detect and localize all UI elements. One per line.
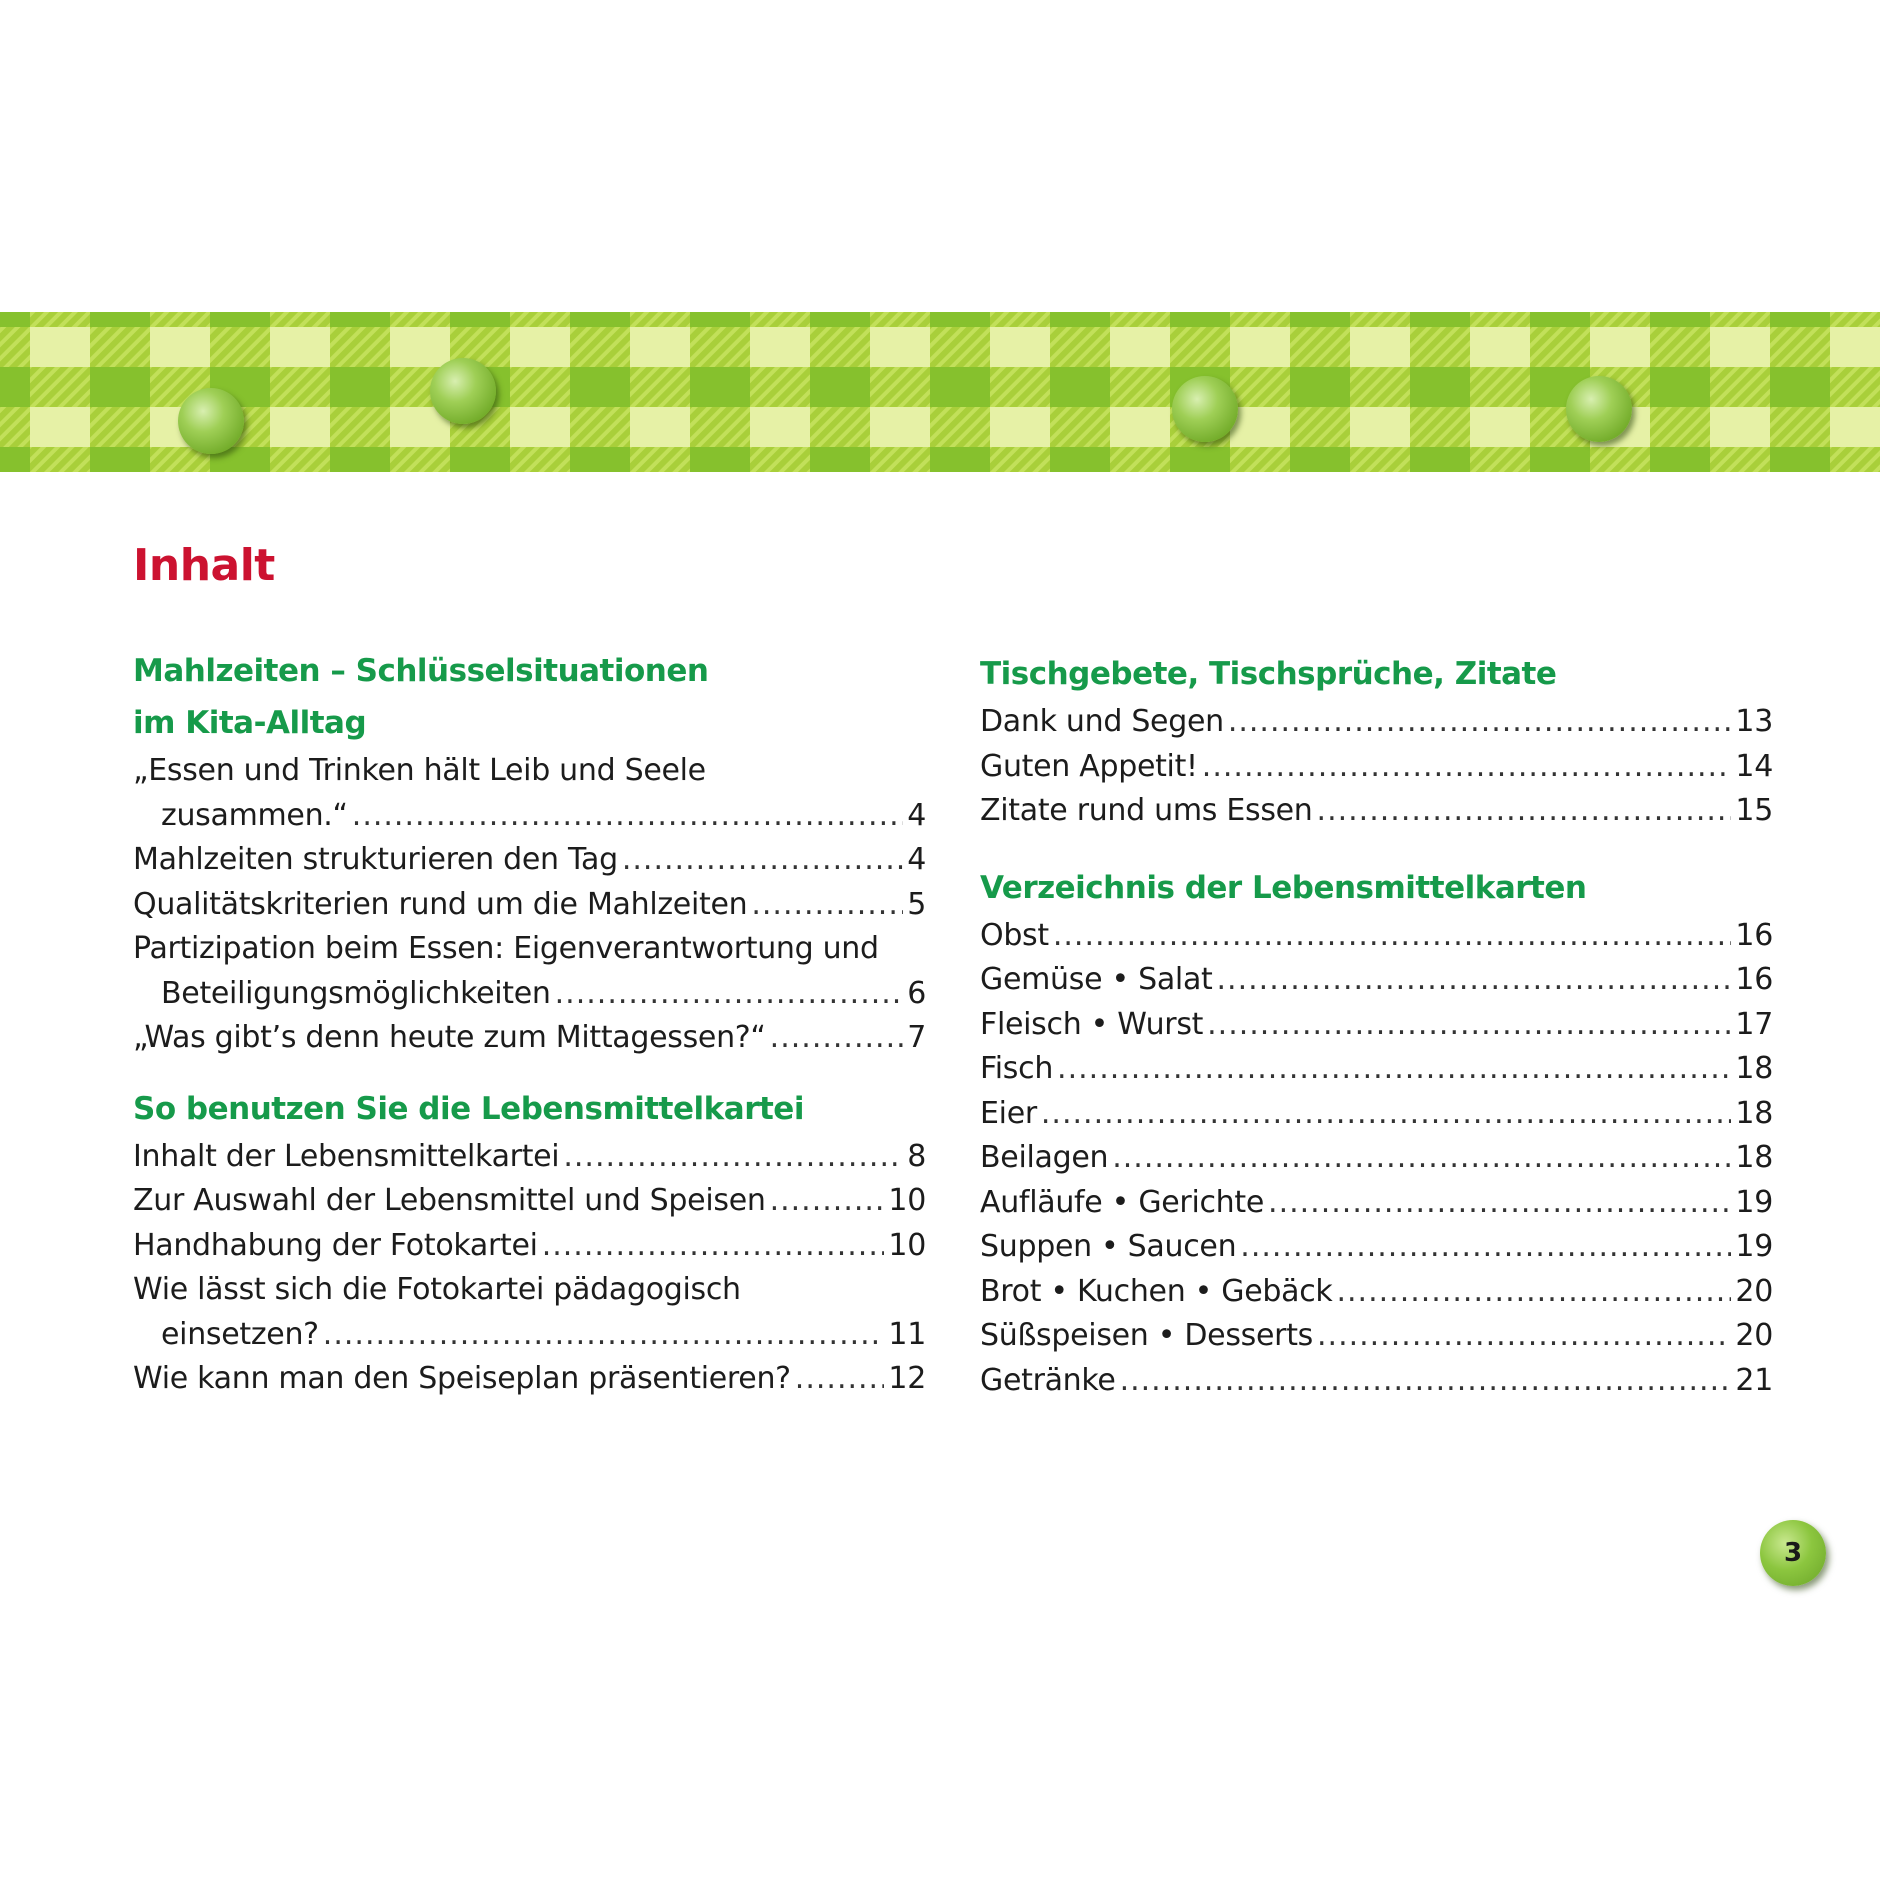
toc-section-benutzen: [133, 1083, 926, 1402]
toc-entry[interactable]: [980, 958, 1773, 1003]
dot-leader: [1336, 1270, 1731, 1315]
dot-leader: [1317, 1314, 1731, 1359]
toc-entry-label: Mahlzeiten strukturieren den Tag: [133, 842, 618, 877]
toc-entry-page: 21: [1735, 1362, 1773, 1398]
toc-entry-page: 5: [907, 886, 926, 922]
dot-leader: [1240, 1225, 1731, 1270]
toc-entry-label: Inhalt der Lebensmittelkartei: [133, 1138, 560, 1174]
dot-leader: [323, 1313, 885, 1358]
dot-leader: [1207, 1003, 1731, 1048]
toc-entry[interactable]: [133, 838, 926, 883]
dot-leader: [1228, 700, 1732, 745]
toc-section-tischgebete: [980, 648, 1773, 834]
dot-leader: [1202, 745, 1732, 790]
toc-entry[interactable]: [980, 1181, 1773, 1226]
decorative-dot-icon: [1172, 376, 1238, 442]
dot-leader: [1053, 914, 1732, 959]
section-heading: Tischgebete, Tischsprüche, Zitate: [980, 656, 1557, 692]
dot-leader: [1268, 1181, 1731, 1226]
toc-entry-label: „Was gibt’s denn heute zum Mittagessen?“: [133, 1020, 766, 1055]
toc-entry-label: Fisch: [980, 1051, 1054, 1086]
toc-entry[interactable]: [133, 883, 926, 928]
toc-entry-label: Wie lässt sich die Fotokartei pädagogisch: [133, 1272, 741, 1307]
toc-entry-label: Brot • Kuchen • Gebäck: [980, 1273, 1333, 1309]
toc-entry-label: Aufläufe • Gerichte: [980, 1184, 1265, 1220]
toc-entry[interactable]: [133, 1224, 926, 1269]
dot-leader: [1112, 1136, 1731, 1181]
toc-entry-label: Dank und Segen: [980, 704, 1224, 739]
toc-entry-label: Beilagen: [980, 1140, 1109, 1175]
dot-leader: [770, 1016, 904, 1061]
toc-entry-label: Guten Appetit!: [980, 748, 1198, 784]
toc-entry-label: Eier: [980, 1095, 1037, 1131]
section-heading-continued: im Kita-Alltag: [133, 705, 367, 741]
toc-entry[interactable]: [980, 1047, 1773, 1092]
toc-entry-page: 20: [1735, 1318, 1773, 1353]
toc-entry-label-continued: Beteiligungsmöglichkeiten: [161, 975, 551, 1011]
toc-entry-label: Getränke: [980, 1362, 1116, 1398]
toc-entry-page: 19: [1735, 1184, 1773, 1220]
toc-entry-label: Zitate rund ums Essen: [980, 793, 1313, 828]
toc-entry-label: Handhabung der Fotokartei: [133, 1227, 538, 1263]
page-title: Inhalt: [133, 540, 275, 591]
decorative-dot-icon: [178, 388, 244, 454]
toc-entry[interactable]: [980, 1359, 1773, 1404]
toc-entry[interactable]: [980, 1225, 1773, 1270]
toc-entry-label-continued: einsetzen?: [161, 1316, 319, 1352]
toc-entry-page: 13: [1735, 704, 1773, 739]
toc-entry[interactable]: [133, 749, 926, 838]
toc-entry[interactable]: [980, 1092, 1773, 1137]
toc-entry-page: 6: [907, 975, 926, 1011]
toc-entry-label: Fleisch • Wurst: [980, 1006, 1204, 1042]
dot-leader: [770, 1179, 885, 1224]
toc-entry[interactable]: [980, 1314, 1773, 1359]
decorative-dot-icon: [430, 358, 496, 424]
section-heading: Mahlzeiten – Schlüsselsituationen: [133, 653, 709, 689]
toc-entry-label: Partizipation beim Essen: Eigenverantwortung und: [133, 931, 879, 966]
toc-entry[interactable]: [133, 1016, 926, 1061]
dot-leader: [1041, 1092, 1732, 1137]
toc-entry-page: 19: [1735, 1229, 1773, 1264]
toc-entry-label: Suppen • Saucen: [980, 1229, 1237, 1264]
toc-entry-page: 4: [907, 797, 926, 833]
dot-leader: [795, 1357, 885, 1402]
toc-entry-page: 11: [888, 1316, 926, 1352]
section-heading: Verzeichnis der Lebensmittelkarten: [980, 869, 1587, 906]
toc-entry-page: 15: [1735, 793, 1773, 828]
toc-column-left: [133, 645, 926, 1424]
toc-entry-page: 18: [1735, 1095, 1773, 1131]
toc-entry-page: 10: [888, 1183, 926, 1218]
toc-entry-label: Qualitätskriterien rund um die Mahlzeiten: [133, 886, 748, 922]
toc-section-mahlzeiten: [133, 645, 926, 1061]
toc-entry-label: Wie kann man den Speiseplan präsentieren?: [133, 1361, 791, 1396]
dot-leader: [751, 883, 903, 928]
toc-entry-page: 18: [1735, 1051, 1773, 1086]
toc-entry-label: Süßspeisen • Desserts: [980, 1318, 1313, 1353]
decorative-dot-icon: [1566, 376, 1632, 442]
dot-leader: [1057, 1047, 1731, 1092]
toc-entry[interactable]: [133, 927, 926, 1016]
toc-entry-page: 12: [888, 1361, 926, 1396]
dot-leader: [1217, 958, 1732, 1003]
dot-leader: [563, 1135, 903, 1180]
toc-entry-label: Obst: [980, 917, 1049, 953]
toc-entry[interactable]: [980, 1003, 1773, 1048]
dot-leader: [352, 794, 903, 839]
dot-leader: [1120, 1359, 1732, 1404]
toc-entry-label: Gemüse • Salat: [980, 962, 1213, 997]
toc-entry-page: 14: [1735, 748, 1773, 784]
toc-entry-page: 17: [1735, 1006, 1773, 1042]
toc-entry-page: 18: [1735, 1140, 1773, 1175]
toc-entry-page: 16: [1735, 962, 1773, 997]
toc-entry[interactable]: [980, 1270, 1773, 1315]
toc-entry[interactable]: [133, 1135, 926, 1180]
toc-entry-page: 16: [1735, 917, 1773, 953]
toc-entry-label: Zur Auswahl der Lebensmittel und Speisen: [133, 1183, 766, 1218]
toc-entry[interactable]: [980, 745, 1773, 790]
toc-entry[interactable]: [980, 700, 1773, 745]
dot-leader: [555, 972, 904, 1017]
toc-entry[interactable]: [133, 1268, 926, 1357]
toc-section-verzeichnis: [980, 862, 1773, 1404]
dot-leader: [622, 838, 903, 883]
toc-entry-label: „Essen und Trinken hält Leib und Seele: [133, 753, 706, 788]
toc-entry[interactable]: [980, 1136, 1773, 1181]
toc-column-right: [980, 648, 1773, 1425]
toc-entry-page: 20: [1735, 1273, 1773, 1309]
dot-leader: [542, 1224, 885, 1269]
toc-entry[interactable]: [980, 789, 1773, 834]
toc-entry-page: 7: [907, 1020, 926, 1055]
toc-entry[interactable]: [980, 914, 1773, 959]
dot-leader: [1317, 789, 1732, 834]
toc-entry[interactable]: [133, 1179, 926, 1224]
gingham-banner: [0, 312, 1880, 472]
toc-entry-page: 8: [907, 1138, 926, 1174]
section-heading: So benutzen Sie die Lebensmittelkartei: [133, 1090, 804, 1127]
page-number-badge: 3: [1760, 1520, 1826, 1586]
toc-entry-page: 10: [888, 1227, 926, 1263]
toc-entry-label-continued: zusammen.“: [161, 797, 348, 833]
toc-entry-page: 4: [907, 842, 926, 877]
toc-entry[interactable]: [133, 1357, 926, 1402]
